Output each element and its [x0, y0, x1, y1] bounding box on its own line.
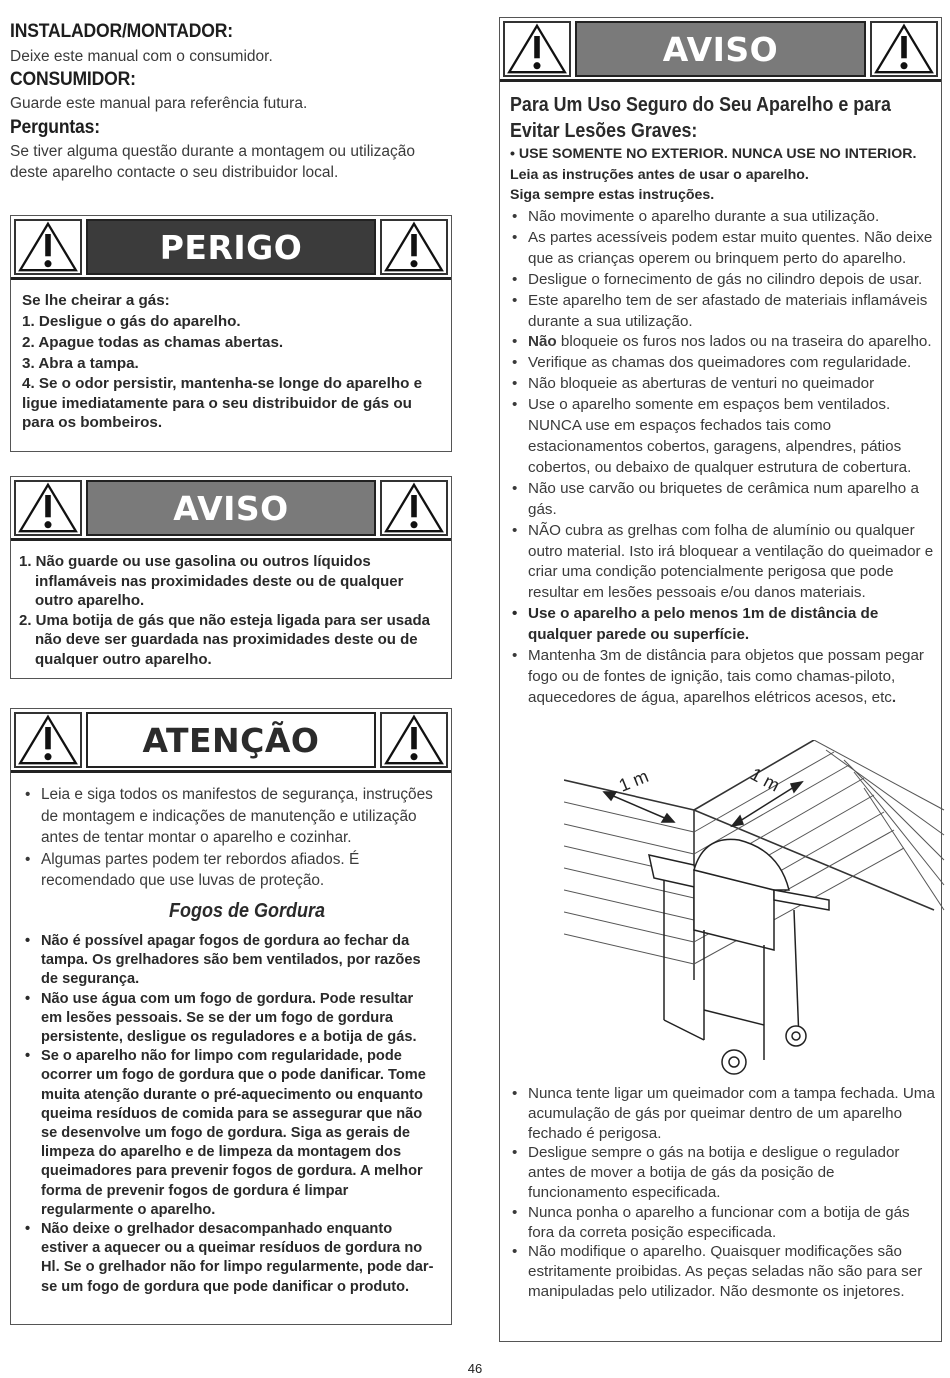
perigo-title: PERIGO — [86, 219, 376, 275]
perigo-step: 4. Se o odor persistir, mantenha-se longe do aparelho e ligue imediatamente para o seu distribuidor de gás ou para os bombeiros. — [22, 375, 423, 431]
aviso-right-bottom-bullet: • Desligue sempre o gás na botija e desligue o regulador antes de mover a botija de gás da posição de funcionamento especificada. — [510, 1143, 938, 1202]
perigo-step: 3. Abra a tampa. — [22, 355, 139, 372]
aviso-left-title: AVISO — [86, 480, 376, 536]
aviso-right-heading: Para Um Uso Seguro do Seu Aparelho e para Evitar Lesões Graves: — [510, 93, 891, 142]
aviso-right-line: • USE SOMENTE NO EXTERIOR. NUNCA USE NO INTERIOR. — [510, 146, 917, 162]
atencao-box — [10, 708, 452, 1325]
atencao-bullet: • Leia e siga todos os manifestos de segurança, instruções de montagem e indicações de manutenção e utilização antes de tentar montar o aparelho e cozinhar. — [23, 784, 438, 849]
atencao-bullet: • Algumas partes podem ter rebordos afiados. É recomendado que use luvas de proteção. — [23, 849, 438, 892]
clearance-label-right: 1 m — [747, 763, 784, 796]
aviso-right-bottom-bullet: • Não modifique o aparelho. Quaisquer modificações são estritamente proibidas. As peças seladas não são para ser manipuladas pelo utilizador. Não desmonte os injetores. — [510, 1242, 938, 1301]
warning-triangle-icon — [870, 21, 938, 77]
aviso-right-bullet: • Este aparelho tem de ser afastado de materiais inflamáveis durante a sua utilização. — [510, 291, 938, 333]
clearance-label-left: 1 m — [616, 765, 652, 796]
aviso-left-item: 1. Não guarde ou use gasolina ou outros líquidos inflamáveis nas proximidades deste ou de qualquer outro aparelho. — [19, 553, 404, 609]
fogos-bullet: • Se o aparelho não for limpo com regularidade, pode ocorrer um fogo de gordura que o pode danificar. Tome muita atenção durante o pré-aquecimento ou enquanto queima resíduos de comida para se assegurar que não se desenvolve um fogo de gordura. Siga as gerais de limpeza do aparelho e de limpeza da montagem dos queimadores para prevenir fogos de gordura. A melhor forma de prevenir fogos de gordura é limpar regularmente o aparelho. — [23, 1047, 438, 1220]
aviso-right-title: AVISO — [575, 21, 866, 77]
aviso-left-banner — [11, 477, 451, 541]
warning-triangle-icon — [380, 480, 448, 536]
aviso-right-bullet: • As partes acessíveis podem estar muito quentes. Não deixe que as crianças operem ou brinquem perto do aparelho. — [510, 228, 938, 270]
warning-triangle-icon — [14, 480, 82, 536]
fogos-bullet: • Não use água com um fogo de gordura. Pode resultar em lesões pessoais. Se se der um fogo de gordura persistente, desligue os reguladores e a botija de gás. — [23, 990, 438, 1048]
warning-triangle-icon — [14, 712, 82, 768]
bullet-rest: bloqueie os furos nos lados ou na traseira do aparelho. — [556, 333, 932, 351]
fogos-bullet: • Não é possível apagar fogos de gordura ao fechar da tampa. Os grelhadores são bem ventilados, por razões de segurança. — [23, 932, 438, 990]
atencao-title: ATENÇÃO — [86, 712, 376, 768]
aviso-left-list — [19, 552, 439, 669]
aviso-right-bullet — [510, 646, 938, 709]
perigo-intro: Se lhe cheirar a gás: — [22, 292, 170, 309]
aviso-right-bullet: • Desligue o fornecimento de gás no cilindro depois de usar. — [510, 270, 938, 291]
consumer-title: CONSUMIDOR: — [10, 68, 136, 90]
aviso-right-bullet: • Não bloqueie as aberturas de venturi no queimador — [510, 374, 938, 395]
warning-triangle-icon — [14, 219, 82, 275]
aviso-left-item: 2. Uma botija de gás que não esteja ligada para ser usada não deve ser guardada nas proximidades deste ou de qualquer outro aparelho. — [19, 611, 430, 668]
fogos-bullets — [23, 932, 438, 1297]
perigo-step: 2. Apague todas as chamas abertas. — [22, 334, 284, 351]
aviso-right-bullet — [510, 332, 938, 353]
warning-triangle-icon — [503, 21, 571, 77]
consumer-text: Guarde este manual para referência futura. — [10, 95, 308, 112]
aviso-right-bottom-bullet: • Nunca tente ligar um queimador com a tampa fechada. Uma acumulação de gás por queimar dentro de um aparelho fechado é perigosa. — [510, 1084, 938, 1143]
perigo-step: 1. Desligue o gás do aparelho. — [22, 313, 241, 330]
perigo-content — [22, 290, 442, 433]
aviso-right-bottom-bullet: • Nunca ponha o aparelho a funcionar com a botija de gás fora da correta posição especificada. — [510, 1203, 938, 1243]
questions-title: Perguntas: — [10, 116, 100, 138]
perigo-box — [10, 215, 452, 452]
atencao-bullets — [23, 784, 438, 892]
aviso-right-bullet: • Não use carvão ou briquetes de cerâmica num aparelho a gás. — [510, 479, 938, 521]
aviso-left-box — [10, 476, 452, 679]
aviso-right-bullets — [510, 207, 938, 709]
installer-title: INSTALADOR/MONTADOR: — [10, 20, 233, 42]
page-number: 46 — [467, 1361, 483, 1376]
bullet-end: . — [891, 688, 897, 706]
aviso-right-banner — [500, 18, 941, 82]
aviso-right-bullet: • NÃO cubra as grelhas com folha de alumínio ou qualquer outro material. Isto irá bloquear a ventilação do queimador e criar uma condição potencialmente perigosa que pode resultar em lesões pessoais e/ou danos materiais. — [510, 521, 938, 605]
aviso-right-lines — [510, 144, 940, 206]
aviso-right-bullet: • Não movimente o aparelho durante a sua utilização. — [510, 207, 938, 228]
grill-clearance-diagram — [564, 740, 950, 1080]
questions-text: Se tiver alguma questão durante a montagem ou utilização deste aparelho contacte o seu distribuidor local. — [10, 143, 415, 181]
grill-illustration — [649, 839, 829, 1074]
installer-text: Deixe este manual com o consumidor. — [10, 48, 273, 65]
aviso-right-bullet-bold: • Use o aparelho a pelo menos 1m de distância de qualquer parede ou superfície. — [510, 604, 938, 646]
aviso-right-bottom-bullets — [510, 1084, 938, 1302]
bullet-text: Mantenha 3m de distância para objetos que possam pegar fogo ou de fontes de ignição, tais como chamas-piloto, aquecedores de água, aparelhos elétricos acesos, etc — [528, 647, 924, 706]
aviso-right-line: Leia as instruções antes de usar o aparelho. — [510, 166, 809, 183]
bold-word: Não — [528, 333, 557, 351]
warning-triangle-icon — [380, 712, 448, 768]
warning-triangle-icon — [380, 219, 448, 275]
aviso-right-bullet: • Use o aparelho somente em espaços bem ventilados. NUNCA use em espaços fechados tais como estacionamentos cobertos, garagens, alpendres, pátios cobertos, ou debaixo de qualquer estrutura de cobertura. — [510, 395, 938, 479]
perigo-banner — [11, 216, 451, 280]
fogos-bullet: • Não deixe o grelhador desacompanhado enquanto estiver a aquecer ou a queimar resíduos de gordura no Hl. Se o grelhador não for limpo regularmente, pode dar-se um fogo de gordura que pode danificar o produto. — [23, 1220, 438, 1297]
aviso-right-box — [499, 17, 942, 1342]
atencao-banner — [11, 709, 451, 773]
aviso-right-bullet: • Verifique as chamas dos queimadores com regularidade. — [510, 353, 938, 374]
fogos-subtitle: Fogos de Gordura — [169, 900, 326, 922]
aviso-right-line: Siga sempre estas instruções. — [510, 187, 715, 203]
